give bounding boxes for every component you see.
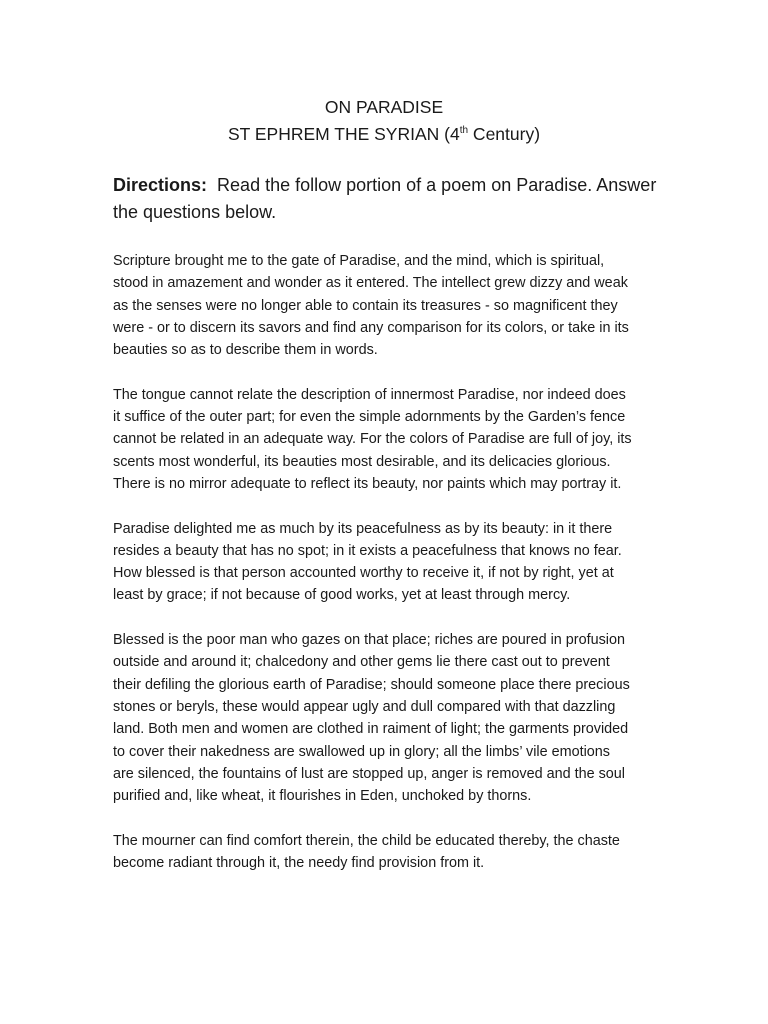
text-line: cannot be related in an adequate way. For the colors of Paradise are full of joy, its (113, 431, 632, 448)
text-line: outside and around it; chalcedony and other gems lie there cast out to prevent (113, 654, 610, 671)
text-line: scents most wonderful, its beauties most desirable, and its delicacies glorious. (113, 453, 611, 470)
directions-text-2: the questions below. (113, 202, 277, 222)
text-line: resides a beauty that has no spot; in it exists a peacefulness that knows no fear. (113, 542, 622, 559)
paragraph (113, 250, 673, 361)
text-line: purified and, like wheat, it flourishes in Eden, unchoked by thorns. (113, 788, 532, 805)
text-line: How blessed is that person accounted worthy to receive it, if not by right, yet at (113, 565, 614, 582)
text-line: Paradise delighted me as much by its peacefulness as by its beauty: in it there (113, 520, 613, 537)
text-line: stones or beryls, these would appear ugly and dull compared with that dazzling (113, 698, 616, 715)
text-line: stood in amazement and wonder as it entered. The intellect grew dizzy and weak (113, 275, 628, 292)
paragraph (113, 384, 673, 495)
author-century: Century) (468, 124, 541, 144)
text-line: were - or to discern its savors and find any comparison for its colors, or take in its (113, 319, 629, 336)
document-title: ON PARADISE (324, 97, 444, 117)
author-name: ST EPHREM THE SYRIAN (4 (227, 124, 460, 144)
text-line: Blessed is the poor man who gazes on that place; riches are poured in profusion (113, 632, 625, 649)
text-line: The mourner can find comfort therein, the child be educated thereby, the chaste (113, 832, 620, 849)
text-line: beauties so as to describe them in words. (113, 342, 378, 359)
paragraph (113, 629, 673, 807)
document-heading (0, 94, 768, 148)
paragraph (113, 518, 673, 607)
directions-label: Directions: (113, 175, 208, 195)
text-line: There is no mirror adequate to reflect its beauty, nor paints which may portray it. (113, 475, 622, 492)
text-line: their defiling the glorious earth of Paradise; should someone place there precious (113, 676, 630, 693)
text-line: it suffice of the outer part; for even the simple adornments by the Garden’s fence (113, 409, 626, 426)
directions-text-1: Read the follow portion of a poem on Paradise. Answer (217, 175, 657, 195)
text-line: to cover their nakedness are swallowed up in glory; all the limbs’ vile emotions (113, 743, 610, 760)
text-line: land. Both men and women are clothed in raiment of light; the garments provided (113, 721, 629, 738)
text-line: Scripture brought me to the gate of Paradise, and the mind, which is spiritual, (113, 253, 605, 269)
poem-body (113, 250, 673, 897)
document-author (0, 121, 768, 148)
text-line: are silenced, the fountains of lust are stopped up, anger is removed and the soul (113, 765, 625, 782)
century-superscript: th (459, 125, 469, 136)
text-line: The tongue cannot relate the description of innermost Paradise, nor indeed does (113, 386, 626, 403)
directions-line-1 (113, 172, 673, 199)
text-line: least by grace; if not because of good works, yet at least through mercy. (113, 587, 571, 604)
text-line: become radiant through it, the needy find provision from it. (113, 855, 485, 872)
paragraph (113, 830, 673, 875)
directions-block (113, 172, 673, 226)
text-line: as the senses were no longer able to contain its treasures - so magnificent they (113, 297, 618, 314)
